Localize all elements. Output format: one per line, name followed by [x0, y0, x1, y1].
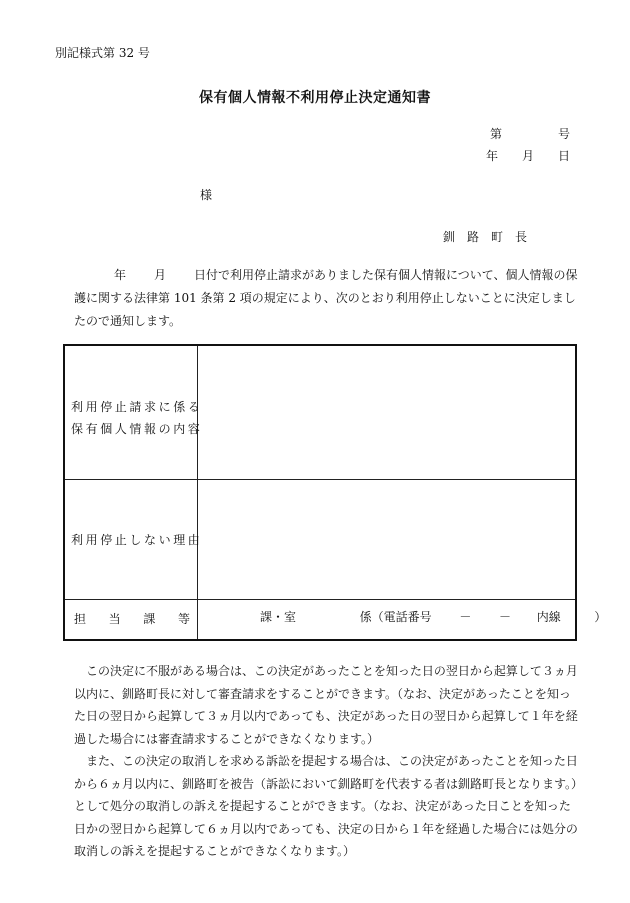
- lawsuit-paragraph: また、この決定の取消しを求める訴訟を提起する場合は、この決定があったことを知った日から６ヵ月以内に、釧路町を被告（訴訟において釧路町を代表する者は釧路町長となります。）として処分の取消しの訴えを提起することができます。（なお、決定があった日ことを知った日かの翌日から起算して６ヵ月以内であっても、決定の日から１年を経過した場合には処分の取消しの訴えを提起することができなくなります。）: [74, 754, 578, 858]
- intro-text: 日付で利用停止請求がありました保有個人情報について、個人情報の保護に関する法律第 101 条第 2 項の規定により、次のとおり利用停止しないことに決定しましたので通知します。: [74, 268, 578, 328]
- close-paren: ）: [594, 610, 607, 624]
- extension-label: 内線: [536, 610, 561, 624]
- document-number: [490, 125, 570, 142]
- reason-label: 利用停止しない理由: [71, 533, 203, 547]
- intro-paragraph: [74, 264, 584, 333]
- date-year: 年: [485, 149, 498, 163]
- table-column-divider: [197, 346, 198, 639]
- appeal-paragraph: この決定に不服がある場合は、この決定があったことを知った日の翌日から起算して３ヵ月以内に、釧路町長に対して審査請求をすることができます。（なお、決定があったことを知った日の翌日から起算して３ヵ月以内であっても、決定があった日の翌日から起算して１年を経過した場合には審査請求することができなくなります。）: [74, 664, 578, 746]
- table-row-divider: [65, 479, 575, 480]
- date-month: 月: [521, 149, 534, 163]
- department-contact: [260, 608, 606, 625]
- section-room: 課・室: [260, 610, 297, 624]
- phone-dash: －: [499, 610, 512, 624]
- number-suffix: 号: [557, 127, 570, 141]
- number-prefix: 第: [489, 127, 502, 141]
- phone-dash: －: [459, 610, 472, 624]
- intro-month: 月: [154, 268, 167, 282]
- date-day: 日: [557, 149, 570, 163]
- issuer-name: 釧路町長: [443, 230, 540, 244]
- addressee-suffix: 様: [200, 188, 213, 202]
- document-title: 保有個人情報不利用停止決定通知書: [199, 90, 431, 106]
- table-row-divider: [65, 599, 575, 600]
- decision-table: [63, 344, 607, 641]
- staff-phone-label: 係（電話番号: [359, 610, 432, 624]
- request-content-label: 利用停止請求に係る 保有個人情報の内容: [71, 400, 203, 436]
- intro-year: 年: [114, 268, 127, 282]
- appeal-notice: [74, 660, 582, 863]
- form-number: 別記様式第 32 号: [55, 46, 150, 60]
- department-label: 担 当 課 等: [74, 612, 190, 626]
- document-date: [486, 147, 570, 164]
